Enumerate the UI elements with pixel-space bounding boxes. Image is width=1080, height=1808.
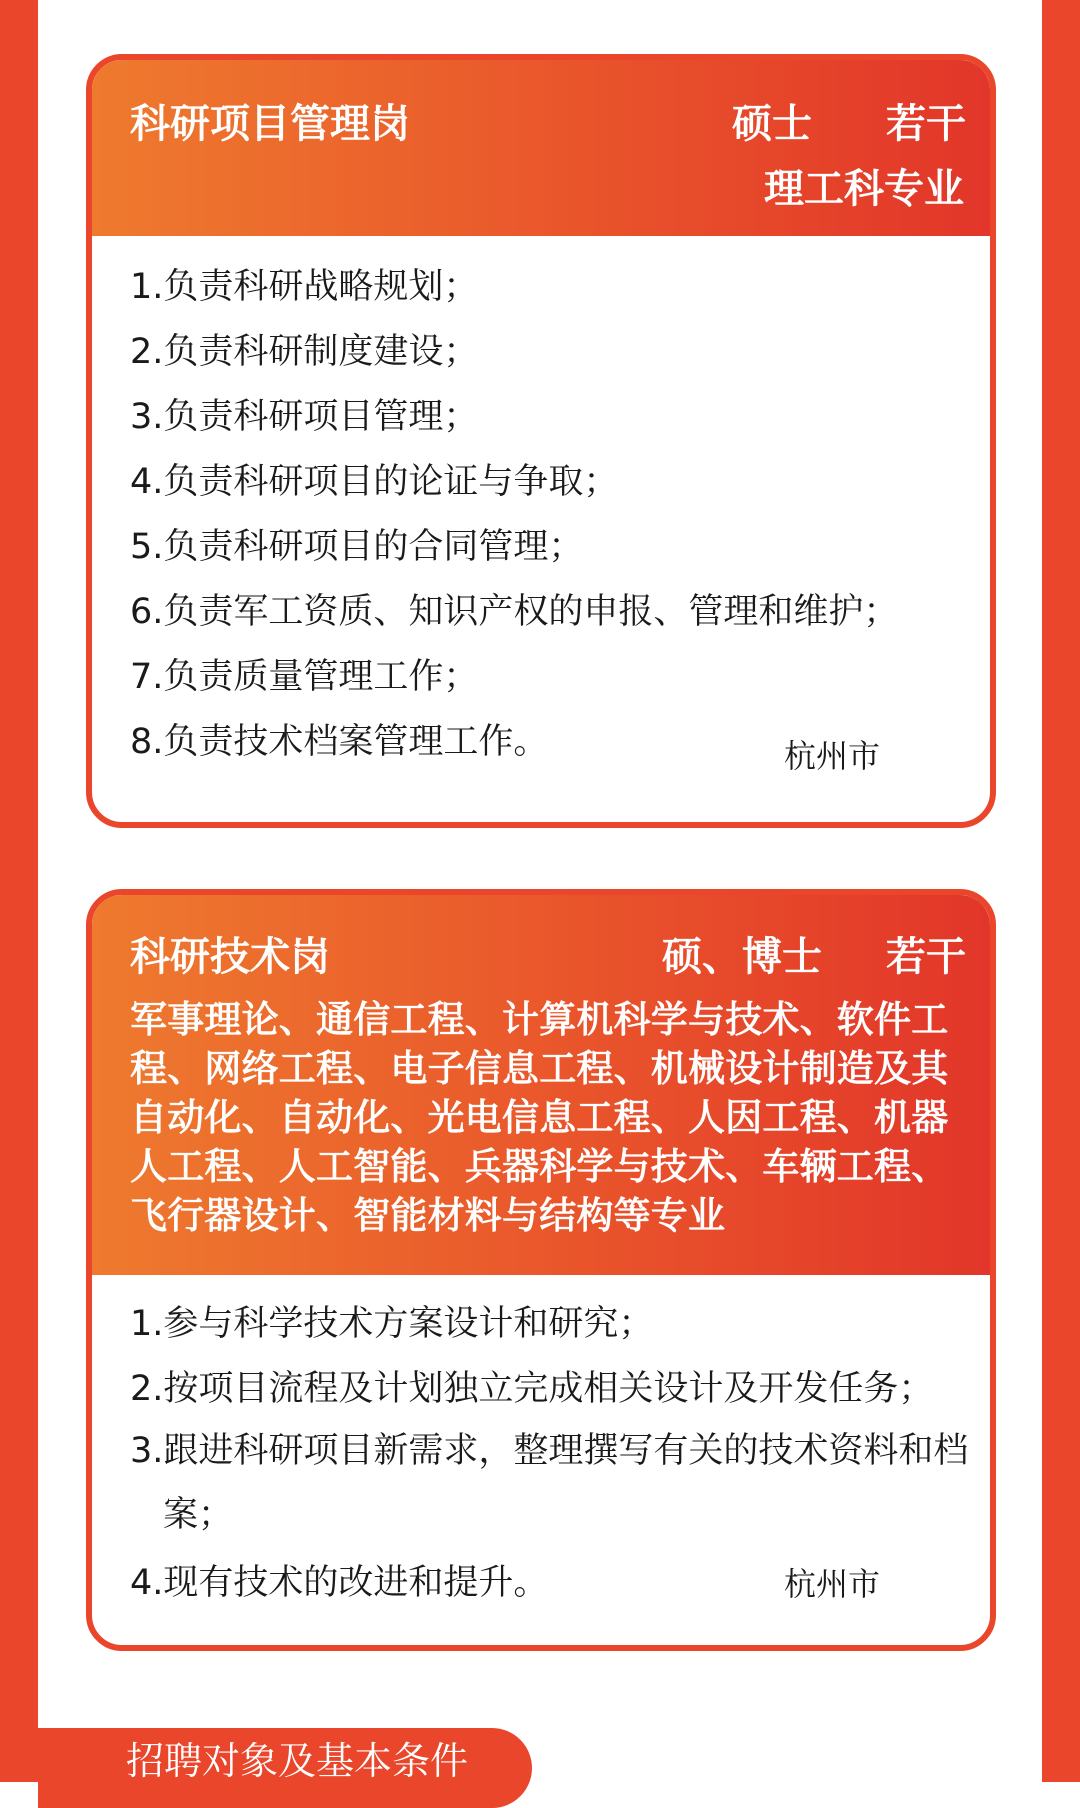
job-degree: 硕士 [732, 101, 812, 147]
job-title: 科研项目管理岗 [130, 101, 410, 147]
duty-item: 2.负责科研制度建设； [130, 332, 479, 372]
job-major: 军事理论、通信工程、计算机科学与技术、软件工程、网络工程、电子信息工程、机械设计制造及其自动化、自动化、光电信息工程、人因工程、机器人工程、人工智能、兵器科学与技术、车辆工程、飞行器设计、智能材料与结构等专业 [130, 998, 949, 1237]
duty-item: 1.负责科研战略规划； [130, 267, 479, 307]
job-location: 杭州市 [784, 737, 881, 775]
duty-item: 5.负责科研项目的合同管理； [130, 527, 584, 567]
job-card-research-management [86, 54, 996, 828]
duty-item: 6.负责军工资质、知识产权的申报、管理和维护； [130, 592, 899, 632]
job-card-research-technical [86, 889, 996, 1651]
job-headcount: 若干 [886, 101, 966, 147]
duty-item: 4.现有技术的改进和提升。 [130, 1563, 549, 1603]
duty-item: 8.负责技术档案管理工作。 [130, 722, 549, 762]
duty-item: 2.按项目流程及计划独立完成相关设计及开发任务； [130, 1369, 934, 1409]
section-tab [38, 1728, 532, 1808]
section-title: 招聘对象及基本条件 [126, 1739, 469, 1783]
duty-item: 7.负责质量管理工作； [130, 657, 479, 697]
duty-item: 4.负责科研项目的论证与争取； [130, 462, 619, 502]
job-title: 科研技术岗 [130, 934, 330, 980]
job-card-header [92, 60, 990, 236]
job-major: 理工科专业 [764, 166, 964, 212]
job-degree: 硕、博士 [662, 934, 822, 980]
duty-item: 3.负责科研项目管理； [130, 397, 479, 437]
job-headcount: 若干 [886, 934, 966, 980]
duty-item: 3.跟进科研项目新需求，整理撰写有关的技术资料和档案； [130, 1431, 969, 1535]
duty-item: 1.参与科学技术方案设计和研究； [130, 1304, 654, 1344]
job-card-header [92, 895, 990, 1275]
job-duties-list [130, 236, 970, 822]
job-location: 杭州市 [784, 1565, 881, 1603]
